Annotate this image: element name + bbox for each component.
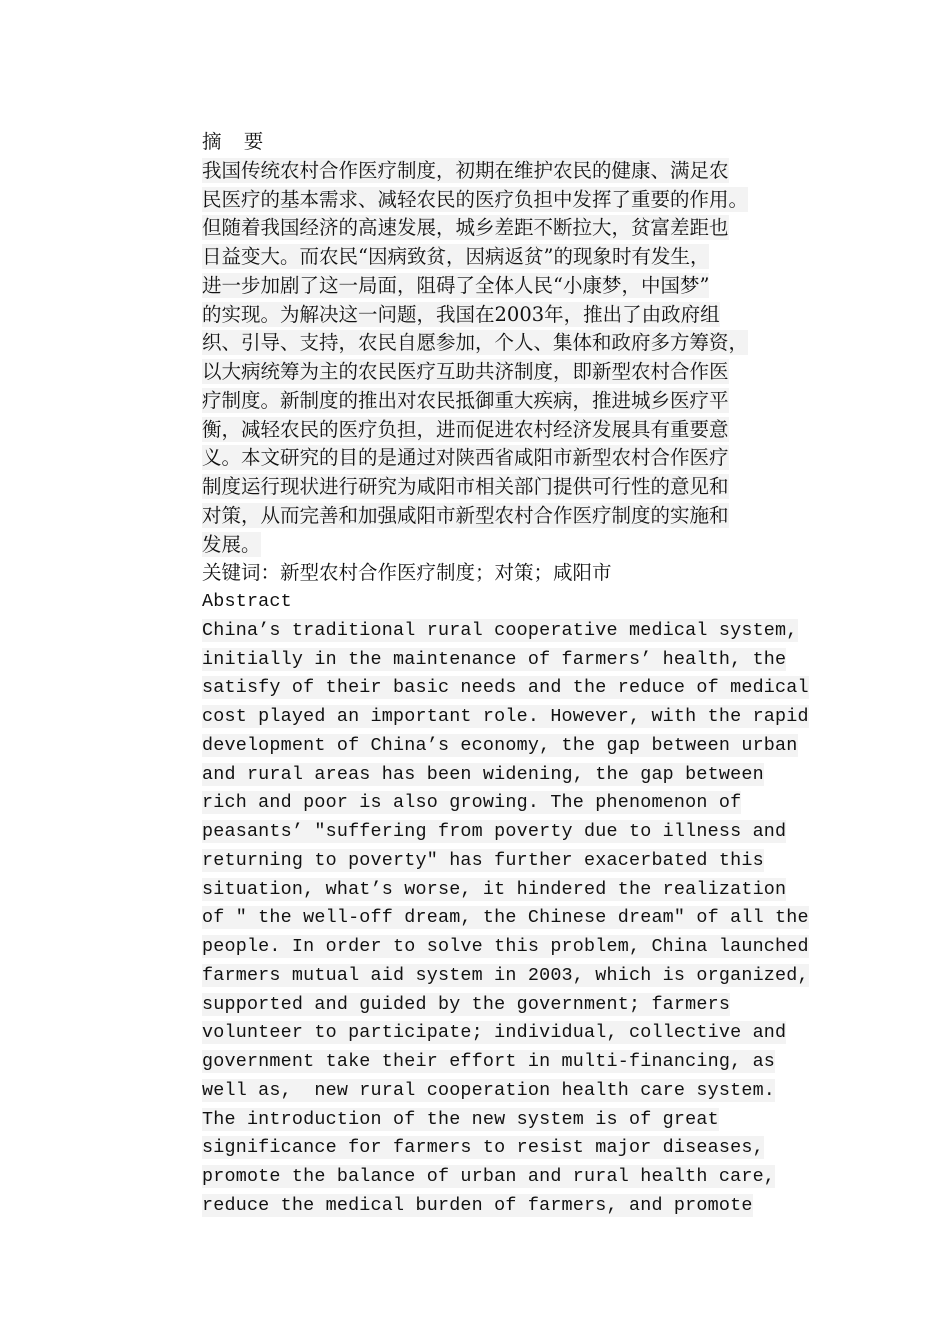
zh-keywords: 关键词：新型农村合作医疗制度；对策；咸阳市 (202, 561, 612, 585)
en-abstract-line: rich and poor is also growing. The phenomenon of (202, 792, 742, 814)
zh-abstract-line: 制度运行现状进行研究为咸阳市相关部门提供可行性的意见和 (202, 475, 729, 498)
zh-abstract-line: 的实现。为解决这一问题，我国在2003年，推出了由政府组 (202, 302, 720, 326)
zh-abstract-line: 对策，从而完善和加强咸阳市新型农村合作医疗制度的实施和 (202, 503, 729, 527)
zh-abstract-body (202, 157, 822, 560)
en-abstract-line: situation, what’s worse, it hindered the realization (202, 878, 787, 900)
zh-abstract-line: 我国传统农村合作医疗制度，初期在维护农民的健康、满足农 (202, 158, 729, 182)
zh-abstract-line: 衡，减轻农民的医疗负担，进而促进农村经济发展具有重要意 (202, 417, 729, 441)
zh-abstract-line: 但随着我国经济的高速发展，城乡差距不断拉大，贫富差距也 (202, 216, 729, 240)
en-abstract-line: peasants’ "suffering from poverty due to illness and (202, 821, 787, 842)
en-abstract-line: development of China’s economy, the gap between urban (202, 734, 798, 756)
zh-abstract-line: 以大病统筹为主的农民医疗互助共济制度，即新型农村合作医 (202, 360, 729, 383)
en-abstract-line: farmers mutual aid system in 2003, which is organized, (202, 964, 809, 986)
en-abstract-line: government take their effort in multi-financing, as (202, 1051, 776, 1072)
document-page (202, 128, 822, 1221)
en-abstract-line: and rural areas has been widening, the gap between (202, 763, 764, 785)
zh-abstract-line: 民医疗的基本需求、减轻农民的医疗负担中发挥了重要的作用。 (202, 187, 749, 211)
zh-abstract-heading: 摘 要 (202, 130, 272, 153)
en-abstract-line: The introduction of the new system is of great (202, 1108, 719, 1130)
en-abstract-line: reduce the medical burden of farmers, and promote (202, 1194, 753, 1216)
en-abstract-line: promote the balance of urban and rural health care, (202, 1166, 776, 1187)
zh-abstract-line: 疗制度。新制度的推出对农民抵御重大疾病，推进城乡医疗平 (202, 388, 729, 412)
en-abstract-line: significance for farmers to resist major diseases, (202, 1137, 764, 1159)
en-abstract-line: volunteer to participate; individual, collective and (202, 1022, 787, 1044)
en-abstract-line: of " the well-off dream, the Chinese dream" of all the (202, 907, 809, 929)
zh-abstract-line: 织、引导、支持，农民自愿参加，个人、集体和政府多方筹资， (202, 331, 749, 355)
zh-abstract-line: 进一步加剧了这一局面，阻碍了全体人民“小康梦，中国梦” (202, 273, 710, 297)
en-abstract-line: satisfy of their basic needs and the reduce of medical (202, 677, 809, 699)
en-abstract-line: cost played an important role. However, with the rapid (202, 706, 809, 727)
en-abstract-line: initially in the maintenance of farmers’ health, the (202, 648, 787, 670)
en-abstract-heading: Abstract (202, 591, 292, 612)
en-abstract-line: supported and guided by the government; farmers (202, 993, 731, 1015)
en-abstract-line: China’s traditional rural cooperative medical system, (202, 619, 798, 641)
en-abstract-line: returning to poverty" has further exacerbated this (202, 849, 764, 871)
zh-abstract-line: 发展。 (202, 532, 261, 556)
zh-abstract-line: 日益变大。而农民“因病致贫，因病返贫”的现象时有发生， (202, 245, 710, 268)
zh-abstract-line: 义。本文研究的目的是通过对陕西省咸阳市新型农村合作医疗 (202, 446, 729, 470)
en-abstract-line: people. In order to solve this problem, China launched (202, 936, 809, 957)
en-abstract-line: well as, new rural cooperation health care system. (202, 1079, 776, 1101)
en-abstract-body (202, 617, 822, 1221)
